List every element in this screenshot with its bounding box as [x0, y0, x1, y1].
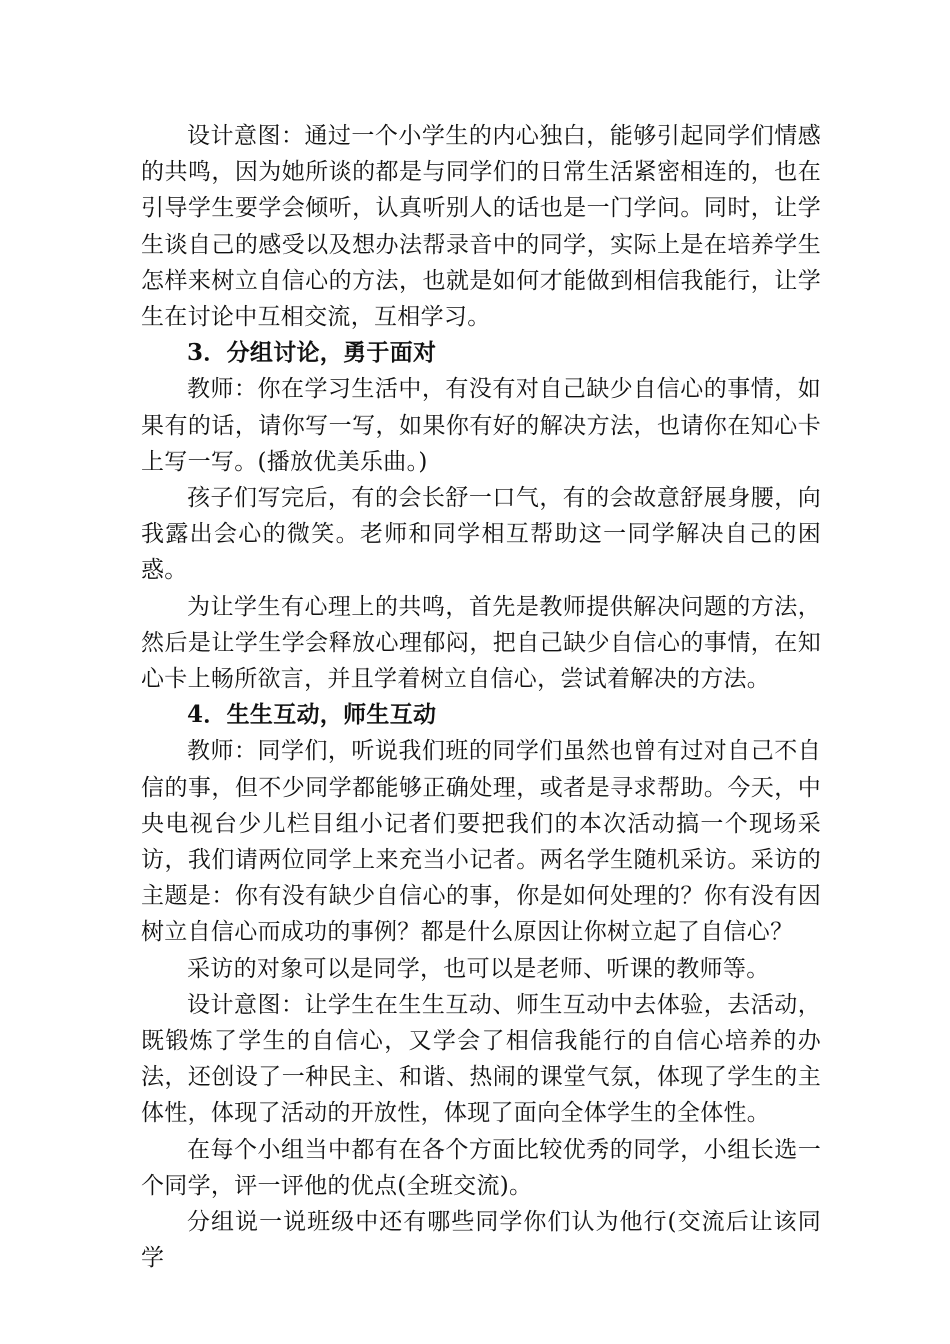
document-body: [141, 118, 821, 1277]
paragraph-design-intent-1: 设计意图：通过一个小学生的内心独白，能够引起同学们情感的共鸣，因为她所谈的都是与同学们的日常生活紧密相连的，也在引导学生要学会倾听，认真听别人的话也是一门学问。同时，让学生谈自己的感受以及想办法帮录音中的同学，实际上是在培养学生怎样来树立自信心的方法，也就是如何才能做到相信我能行，让学生在讨论中互相交流，互相学习。: [141, 123, 821, 331]
paragraph-interview: 教师：同学们，听说我们班的同学们虽然也曾有过对自己不自信的事，但不少同学都能够正确处理，或者是寻求帮助。今天，中央电视台少儿栏目组小记者们要把我们的本次活动搞一个现场采访，我们请两位同学上来充当小记者。两名学生随机采访。采访的主题是：你有没有缺少自信心的事，你是如何处理的？你有没有因树立自信心而成功的事例？都是什么原因让你树立起了自信心？: [141, 738, 821, 946]
paragraph-interview-targets: 采访的对象可以是同学，也可以是老师、听课的教师等。: [187, 955, 770, 982]
paragraph-resonance: 为让学生有心理上的共鸣，首先是教师提供解决问题的方法，然后是让学生学会释放心理郁闷，把自己缺少自信心的事情，在知心卡上畅所欲言，并且学着树立自信心，尝试着解决的方法。: [141, 593, 821, 693]
section-heading-4: 4．生生互动，师生互动: [187, 701, 437, 729]
paragraph-group-discussion: 分组说一说班级中还有哪些同学你们认为他行(交流后让该同学: [141, 1209, 821, 1272]
paragraph-design-intent-2: 设计意图：让学生在生生互动、师生互动中去体验，去活动，既锻炼了学生的自信心，又学会了相信我能行的自信心培养的办法，还创设了一种民主、和谐、热闹的课堂气氛，体现了学生的主体性，体现了活动的开放性，体现了面向全体学生的全体性。: [141, 991, 821, 1127]
paragraph-children-reaction: 孩子们写完后，有的会长舒一口气，有的会故意舒展身腰，向我露出会心的微笑。老师和同学相互帮助这一同学解决自己的困惑。: [141, 485, 821, 584]
paragraph-group-evaluation: 在每个小组当中都有在各个方面比较优秀的同学，小组长选一个同学，评一评他的优点(全班交流)。: [141, 1136, 821, 1199]
section-heading-3: 3．分组讨论，勇于面对: [187, 339, 437, 367]
paragraph-teacher-prompt: 教师：你在学习生活中，有没有对自己缺少自信心的事情，如果有的话，请你写一写，如果你有好的解决方法，也请你在知心卡上写一写。(播放优美乐曲。): [141, 376, 821, 475]
